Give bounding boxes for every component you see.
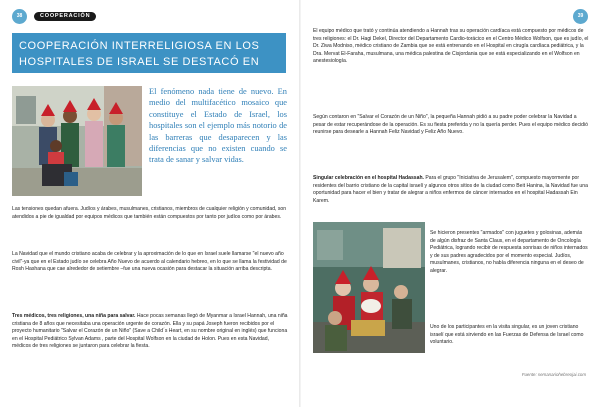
article-title: COOPERACIÓN INTERRELIGIOSA EN LOS HOSPITALES DE ISRAEL SE DESTACÓ EN NAVIDAD xyxy=(12,33,286,73)
left-page-number: 38 xyxy=(12,9,27,24)
paragraph-hadassah xyxy=(313,175,589,205)
source-credit: Fuente: semanariohebreojai.com xyxy=(521,372,586,377)
paragraph-navidad: La Navidad que el mundo cristiano acaba de celebrar y la aproximación de lo que en Israel suele llamarse "el nuevo año civil"-ya que en el Estado judío se celebra Año Nuevo de acuerdo al calendario hebreo, en lo que se llama la festividad de Rosh Hashana que cae alrededor de setiembre –fue una nueva ocasión para destacar la situación arriba descripta. xyxy=(12,251,287,273)
section-label: COOPERACIÓN xyxy=(34,12,96,21)
paragraph-hannah xyxy=(12,313,288,351)
page-gutter xyxy=(299,0,301,407)
right-page-number: 39 xyxy=(573,9,588,24)
paragraph-participant: Uno de los participantes en la visita singular, es un joven cristiano israelí que está sirviendo en las Fuerzas de Defensa de Israel como voluntario. xyxy=(430,324,584,346)
paragraph-hadassah-text: Para el grupo "Iniciativa de Jerusalem", compuesto mayormente por residentes del barrio cristiano de la capital israelí y algunos otros sitios de la ciudad como Beit Hanina, la Navidad fue una oportunidad para hacer el bien y tratar de alegrar a niños enfermos de cáncer internados en el hospital Hadassah Ein Karem. xyxy=(313,175,588,204)
subheading-hadassah: Singular celebración en el hospital Hadassah. xyxy=(313,175,424,181)
lead-paragraph: El fenómeno nada tiene de nuevo. En medio del multifacético mosaico que constituye el Estado de Israel, los hospitales son el ejemplo más notorio de las barreras que desaparecen y las diferencias que no existen cuando se trata de sanar y salvar vidas. xyxy=(149,87,287,165)
paragraph-medical-team: El equipo médico que trató y continúa atendiendo a Hannah tras su operación cardíaca está compuesto por médicos de tres religiones: el Dr. Hagi Dekel, Director del Departamento Cardio-torácico en el Centro Médico Wolfson, que es judío, el Dr. Ziwa Modniso, médico cristiano de Zambia que se está entrenando en el Hospital en cirugía cardíaca pediátrica, y la Dra. Mervat El-Faraha, musulmana, una médica palestina de Cisjordania que se está especializando en el Wolfson en anestesiología. xyxy=(313,28,589,65)
paragraph-hannah-text: Hace pocas semanas llegó de Myanmar a Israel Hannah, una niña cristiana de 8 años que necesitaba una operación urgente de corazón. Ella y su papá Joseph fueron recibidos por el proyecto humanitario "Salvar el Corazón de un Niño" (Save a Child´s Heart, en su nombre original en inglés) que funciona en el Hospital Pediátrico Sylvan Adams , parte del Hospital Wolfson en la ciudad de Holon. Pues en esta Navidad, médicos de tres religiones se juntaron para celebrar la fiesta. xyxy=(12,313,288,350)
paragraph-hannah-celebration: Según contaron en "Salvar el Corazón de un Niño", la pequeña Hannah pidió a su padre poder celebrar la Navidad a pesar de estar recuperándose de la operación. Es su fiesta preferida y no la quería perder. Pues el equipo médico decidió reunirse para desearle a Hannah Feliz Navidad y Feliz Año Nuevo. xyxy=(313,114,588,136)
paragraph-tensions: Las tensiones quedan afuera. Judíos y árabes, musulmanes, cristianos, miembros de cualquier religión y comunidad, son atendidos a pie de igualdad por equipos médicos que también están compuestos por tanto por judíos como por árabes. xyxy=(12,206,287,220)
photo-hadassah-visit xyxy=(313,222,425,353)
paragraph-armed: Se hicieron presentes "armados" con juguetes y golosinas, además de algún disfraz de Santa Claus, en el departamento de Oncología Pediátrica, logrando recibir de respuesta sonrisas de niños internados y de sus padres agradecidos por el momento especial. Judíos, musulmanes, cristianos, no había diferencia ninguna en el deseo de alegrar. xyxy=(430,230,588,274)
subheading-hannah: Tres médicos, tres religiones, una niña para salvar. xyxy=(12,313,136,319)
photo-medical-team xyxy=(12,86,142,196)
